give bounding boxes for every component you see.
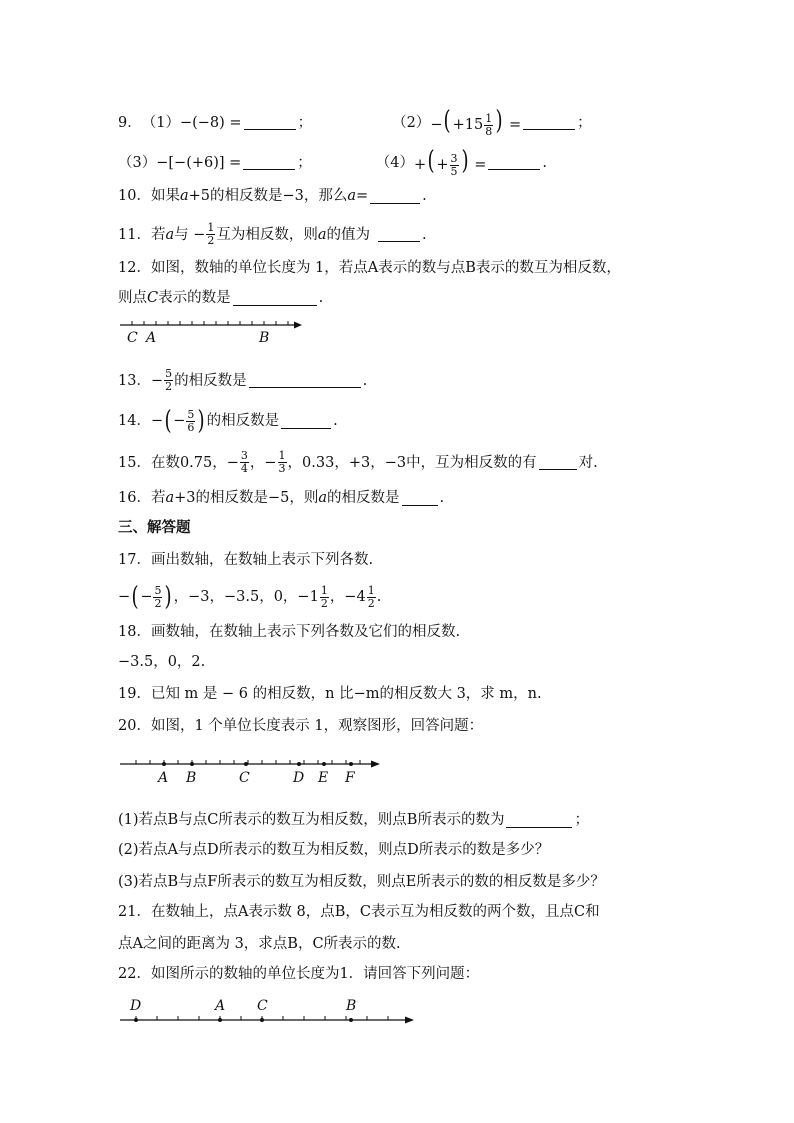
question-text: = — [356, 188, 369, 204]
question-14: 14．− ( − $\frac{5}{6}$ ) 的相反数是 . — [118, 406, 338, 436]
question-20-title — [118, 716, 483, 736]
fraction: $\frac{1}{2}$ — [320, 583, 328, 610]
question-18-values — [118, 652, 205, 672]
point-label-f: F — [345, 770, 355, 786]
question-text: 19．已知 m 是 − 6 的相反数，n 比−m的相反数大 3，求 m，n. — [118, 686, 542, 702]
question-16 — [118, 488, 444, 508]
fraction: $\frac{1}{2}$ — [207, 221, 215, 247]
question-15 — [118, 450, 598, 475]
period: . — [542, 154, 548, 171]
answer-blank[interactable] — [488, 155, 540, 170]
variable: a — [318, 490, 328, 506]
answer-blank[interactable] — [402, 491, 438, 506]
answer-blank[interactable] — [249, 373, 361, 388]
question-text: 对. — [578, 454, 598, 471]
question-text: ，−3，−3.5，0，−1 — [173, 589, 319, 605]
period: . — [376, 589, 382, 605]
question-text: 18．画数轴，在数轴上表示下列各数及它们的相反数. — [118, 624, 461, 640]
variable: a — [179, 188, 189, 204]
question-number: 9． — [118, 114, 142, 131]
question-text: 则点 — [118, 290, 147, 306]
ticks — [132, 321, 288, 325]
fraction: $\frac{3}{4}$ — [240, 449, 248, 475]
point-label-c: C — [257, 998, 268, 1014]
arrow-head — [294, 322, 302, 329]
arrow-head — [371, 761, 380, 768]
question-10 — [118, 186, 427, 206]
point-label-c: C — [127, 330, 138, 346]
question-text: +3的相反数是−5，则 — [174, 490, 319, 506]
fraction: $\frac{5}{6}$ — [187, 407, 195, 434]
answer-blank[interactable] — [539, 455, 577, 470]
question-12-line2 — [118, 288, 323, 308]
question-12-line1 — [118, 258, 621, 278]
period: . — [422, 226, 427, 243]
period: . — [333, 413, 338, 429]
question-text: (1)若点B与点C所表示的数互为相反数，则点B所表示的数为 — [118, 812, 505, 828]
question-13 — [118, 368, 367, 393]
separator: ； — [574, 812, 589, 828]
question-text: 15．在数0.75，− — [118, 454, 239, 471]
question-text: 12．如图，数轴的单位长度为 1，若点A表示的数与点B表示的数互为相反数， — [118, 260, 621, 276]
answer-blank[interactable] — [244, 115, 296, 130]
question-text: 21．在数轴上，点A表示数 8，点B，C表示互为相反数的两个数，且点C和 — [118, 904, 600, 920]
question-22-title — [118, 964, 479, 984]
question-text: 14．− — [118, 413, 164, 429]
math-expression: −( +15 $\frac{1}{8}$ ) = — [430, 106, 522, 138]
point-label-b: B — [346, 998, 357, 1014]
question-9-row2 — [118, 148, 547, 178]
question-text: 与 − — [174, 226, 206, 243]
question-19 — [118, 684, 542, 704]
point-label-d: D — [293, 770, 305, 786]
point-label-a: A — [146, 330, 157, 346]
question-text: ，0.33，+3，−3中，互为相反数的有 — [287, 454, 537, 471]
question-20-part2 — [118, 840, 549, 860]
point-label-e: E — [318, 770, 329, 786]
number-line-q22 — [118, 996, 418, 1030]
point-label-a: A — [215, 998, 226, 1014]
question-text: 互为相反数，则 — [216, 226, 318, 243]
separator: ； — [297, 154, 312, 171]
question-20-part3 — [118, 872, 605, 892]
part-label: （4） — [375, 154, 415, 171]
point-label-b: B — [259, 330, 270, 346]
question-17-title — [118, 550, 373, 570]
question-text: 表示的数是 — [158, 290, 231, 306]
variable: a — [165, 226, 175, 243]
part-label: （2） — [392, 114, 431, 131]
question-text: (3)若点B与点F所表示的数互为相反数，则点E所表示的数的相反数是多少？ — [118, 874, 605, 890]
variable: a — [347, 188, 357, 204]
question-9-row1 — [118, 108, 592, 138]
question-text: ，−4 — [329, 589, 366, 605]
question-text: 点A之间的距离为 3，求点B，C所表示的数. — [118, 936, 401, 952]
answer-blank[interactable] — [243, 155, 295, 170]
answer-blank[interactable] — [281, 414, 331, 429]
question-text: 的相反数是 — [206, 413, 280, 429]
answer-blank[interactable] — [233, 291, 317, 306]
question-text: 13．− — [118, 372, 164, 389]
question-text: − — [118, 589, 131, 605]
math-expression: −[−(+6)] = — [156, 154, 242, 171]
question-text: 22．如图所示的数轴的单位长度为1．请回答下列问题： — [118, 966, 480, 982]
answer-blank[interactable] — [370, 189, 420, 204]
question-text: +5的相反数是−3，那么 — [188, 188, 348, 204]
section-heading: 三、解答题 — [118, 520, 191, 536]
point-label-a: A — [158, 770, 169, 786]
question-text: 17．画出数轴，在数轴上表示下列各数. — [118, 552, 374, 568]
variable: a — [165, 490, 175, 506]
question-text: 16．若 — [118, 490, 166, 506]
point-label-b: B — [186, 770, 197, 786]
variable: a — [317, 226, 327, 243]
number-line-q20 — [118, 758, 388, 788]
period: . — [318, 290, 324, 306]
variable: C — [147, 290, 159, 306]
separator: ； — [577, 114, 592, 131]
point-label-d: D — [130, 998, 142, 1014]
question-20-part1 — [118, 810, 589, 830]
question-17-values: − ( − $\frac{5}{2}$ ) ，−3，−3.5，0，−1 $\frac{1}{2}$ ，−4 $\frac{1}{2}$ . — [118, 582, 382, 612]
point-label-c: C — [239, 770, 250, 786]
question-text: 的相反数是 — [174, 372, 247, 389]
question-18-title — [118, 622, 460, 642]
period: . — [439, 490, 445, 506]
separator: ； — [297, 114, 313, 131]
question-text: ，− — [249, 454, 277, 471]
arrow-head — [405, 1017, 414, 1024]
question-text: 11．若 — [118, 226, 166, 243]
question-21-line1 — [118, 902, 600, 922]
math-expression: −(−8) = — [179, 114, 242, 131]
question-text: 20．如图，1 个单位长度表示 1，观察图形，回答问题： — [118, 718, 484, 734]
question-text: −3.5，0，2. — [118, 654, 206, 670]
answer-blank[interactable] — [506, 813, 572, 828]
question-11 — [118, 222, 427, 247]
part-label: （3） — [118, 154, 157, 171]
question-text: 的值为 — [326, 226, 371, 243]
part-label: （1） — [141, 114, 180, 131]
number-line-q12 — [118, 318, 308, 348]
fraction: $\frac{5}{2}$ — [154, 583, 162, 610]
question-text: 10．如果 — [118, 188, 180, 204]
question-21-line2 — [118, 934, 401, 954]
math-expression: +( + $\frac{3}{5}$ ) = — [414, 146, 487, 178]
question-text: (2)若点A与点D所表示的数互为相反数，则点D所表示的数是多少？ — [118, 842, 550, 858]
fraction: $\frac{1}{2}$ — [367, 583, 375, 610]
period: . — [422, 188, 427, 204]
period: . — [362, 372, 368, 389]
fraction: $\frac{5}{2}$ — [165, 367, 173, 393]
fraction: $\frac{1}{3}$ — [278, 449, 286, 475]
answer-blank[interactable] — [378, 227, 420, 242]
question-text: 的相反数是 — [327, 490, 400, 506]
answer-blank[interactable] — [523, 115, 575, 130]
